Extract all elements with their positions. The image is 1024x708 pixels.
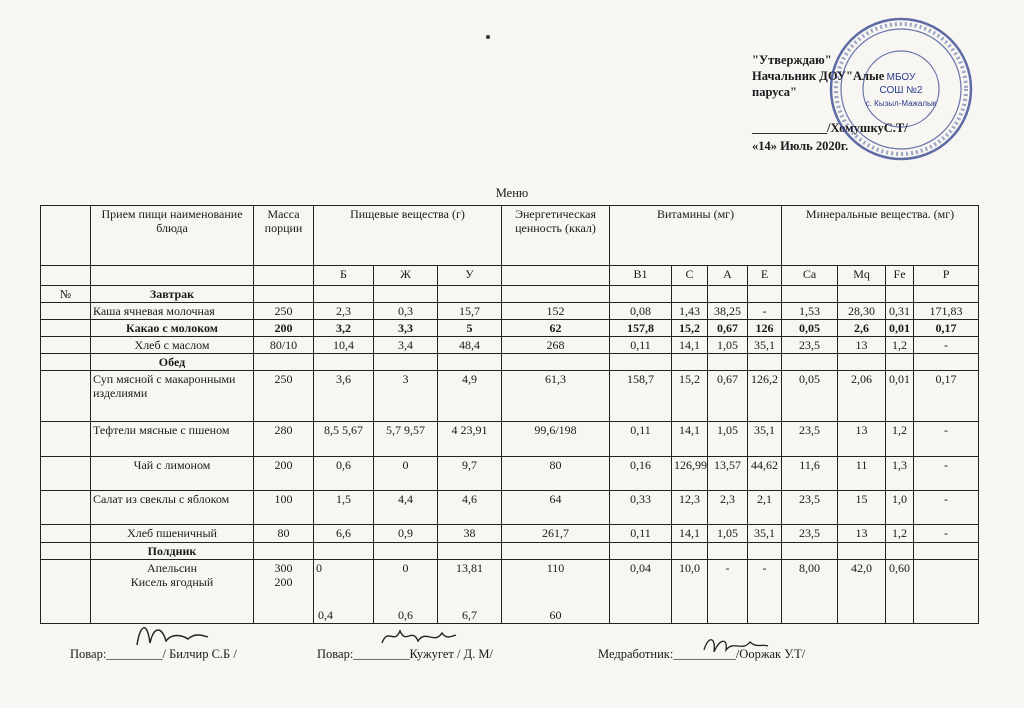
cell: 0,16 (610, 457, 672, 491)
cell: 0,67 (708, 320, 748, 337)
cell: 3,2 (314, 320, 374, 337)
cell: 11,6 (782, 457, 838, 491)
cell: 13 (838, 422, 886, 457)
cell: 14,1 (672, 525, 708, 543)
sub-a: A (708, 266, 748, 286)
cell: 0,05 (782, 320, 838, 337)
dish-name: Салат из свеклы с яблоком (91, 491, 254, 525)
row-number (41, 337, 91, 354)
sub-fe: Fe (886, 266, 914, 286)
cell: 1,2 (886, 525, 914, 543)
cell: 2,06 (838, 371, 886, 422)
cell: 0,17 (914, 371, 979, 422)
cell: 250 (254, 371, 314, 422)
cell: 0,4 (318, 608, 333, 622)
table-row (41, 457, 979, 491)
cell: 13 (838, 337, 886, 354)
header-minerals: Минеральные вещества. (мг) (782, 206, 979, 266)
cell: Кисель ягодный (130, 575, 214, 589)
cell: 3,6 (314, 371, 374, 422)
row-number (41, 422, 91, 457)
snack-dishes (91, 560, 254, 624)
scan-dot (486, 35, 490, 39)
cell: 2,3 (314, 303, 374, 320)
cell: 4 23,91 (438, 422, 502, 457)
cell: 0,08 (610, 303, 672, 320)
cell: 0 (374, 457, 438, 491)
section-lunch: Обед (91, 354, 254, 371)
handwritten-signature (378, 615, 458, 655)
cell: 100 (254, 491, 314, 525)
approval-sign: ____________/ХомушкуС.Т/ (752, 121, 908, 135)
cell: 0,33 (610, 491, 672, 525)
cell: 15,2 (672, 371, 708, 422)
cell: 126 (748, 320, 782, 337)
cell: 0 (316, 561, 322, 575)
sub-p: P (914, 266, 979, 286)
cell: 48,4 (438, 337, 502, 354)
cell: 158,7 (610, 371, 672, 422)
cell: 1,05 (708, 525, 748, 543)
row-number (41, 457, 91, 491)
dish-name: Чай с лимоном (91, 457, 254, 491)
handwritten-signature (132, 615, 212, 655)
cell: 200 (254, 320, 314, 337)
header-meal: Прием пищи наименование блюда (91, 206, 254, 266)
handwritten-signature (700, 630, 770, 660)
cell: - (708, 560, 748, 624)
cell: 42,0 (838, 560, 886, 624)
cell: 1,53 (782, 303, 838, 320)
cell: 15,7 (438, 303, 502, 320)
cell: 64 (502, 491, 610, 525)
cell: 38 (438, 525, 502, 543)
cell: 62 (502, 320, 610, 337)
cell: 44,62 (748, 457, 782, 491)
stamp-text-3: с. Кызыл-Мажалык (865, 99, 937, 108)
header-vitamins: Витамины (мг) (610, 206, 782, 266)
cell: 12,3 (672, 491, 708, 525)
section-row (41, 354, 979, 371)
cell: 1,05 (708, 337, 748, 354)
cell: 23,5 (782, 491, 838, 525)
cell: 60 (549, 608, 562, 622)
cell: 200 (274, 575, 293, 589)
cell: 3,4 (374, 337, 438, 354)
sub-b1: B1 (610, 266, 672, 286)
cell: 1,05 (708, 422, 748, 457)
cell: 35,1 (748, 422, 782, 457)
cell: 0,67 (708, 371, 748, 422)
dish-name: Тефтели мясные с пшеном (91, 422, 254, 457)
cell: 28,30 (838, 303, 886, 320)
section-breakfast: Завтрак (91, 286, 254, 303)
stamp-text-1: МБОУ (886, 72, 916, 83)
cook2-signature: Повар:_________Кужугет / Д. М/ (317, 647, 493, 661)
cell: 1,2 (886, 337, 914, 354)
row-number (41, 371, 91, 422)
cell: 14,1 (672, 337, 708, 354)
table-row (41, 422, 979, 457)
cell: 80 (254, 525, 314, 543)
cell: - (914, 525, 979, 543)
cell: 157,8 (610, 320, 672, 337)
table-row (41, 525, 979, 543)
cell: 0,01 (886, 371, 914, 422)
cell: 8,5 5,67 (314, 422, 374, 457)
cell: 0,11 (610, 422, 672, 457)
cell: 61,3 (502, 371, 610, 422)
sub-u: У (438, 266, 502, 286)
cell: 126,99 (672, 457, 708, 491)
cell: 15,2 (672, 320, 708, 337)
cell: 8,00 (782, 560, 838, 624)
cell: 152 (502, 303, 610, 320)
cell: 0,17 (914, 320, 979, 337)
cell: 0,05 (782, 371, 838, 422)
approval-line2: Начальник ДОУ"Алые (752, 69, 885, 83)
dish-name: Хлеб с маслом (91, 337, 254, 354)
cell: 280 (254, 422, 314, 457)
cell: 23,5 (782, 525, 838, 543)
cell: 13 (838, 525, 886, 543)
header-nutrients: Пищевые вещества (г) (314, 206, 502, 266)
cell: 3 (374, 371, 438, 422)
table-row (41, 303, 979, 320)
section-row (41, 286, 979, 303)
cell: 0,6 (314, 457, 374, 491)
sub-zh: Ж (374, 266, 438, 286)
cell: 0,01 (886, 320, 914, 337)
cell: - (914, 337, 979, 354)
sub-c: C (672, 266, 708, 286)
cell: 80/10 (254, 337, 314, 354)
cell: 13,57 (708, 457, 748, 491)
cell: 15 (838, 491, 886, 525)
section-row (41, 543, 979, 560)
cell: 0,9 (374, 525, 438, 543)
cell: Апельсин (146, 561, 198, 575)
table-subheader-row (41, 266, 979, 286)
approval-date: «14» Июль 2020г. (752, 139, 849, 153)
table-header-row (41, 206, 979, 266)
cell: - (914, 422, 979, 457)
cell: 200 (254, 457, 314, 491)
cell: 171,83 (914, 303, 979, 320)
cell: 9,7 (438, 457, 502, 491)
cell: 110 (546, 561, 565, 575)
table-row (41, 491, 979, 525)
snack-mass (254, 560, 314, 624)
approval-line3: паруса" (752, 85, 797, 99)
cell: 250 (254, 303, 314, 320)
cell: 11 (838, 457, 886, 491)
table-row (41, 371, 979, 422)
cell: 0,60 (886, 560, 914, 624)
dish-name: Хлеб пшеничный (91, 525, 254, 543)
cell: 0,3 (374, 303, 438, 320)
snack-b (314, 560, 374, 624)
cell: 13,81 (456, 561, 483, 575)
header-energy: Энергетическая ценность (ккал) (502, 206, 610, 266)
header-mass: Масса порции (254, 206, 314, 266)
stamp-text-2: СОШ №2 (879, 85, 923, 96)
cell: 268 (502, 337, 610, 354)
snack-zh (374, 560, 438, 624)
cell: 23,5 (782, 337, 838, 354)
dish-name: Какао с молоком (91, 320, 254, 337)
cell: 1,43 (672, 303, 708, 320)
snack-energy (502, 560, 610, 624)
cell: 4,6 (438, 491, 502, 525)
cell: 23,5 (782, 422, 838, 457)
table-row-snack (41, 560, 979, 624)
row-number (41, 491, 91, 525)
cell: 6,6 (314, 525, 374, 543)
cell: 0 (402, 561, 409, 575)
cell: 1,5 (314, 491, 374, 525)
row-number (41, 525, 91, 543)
menu-table (40, 205, 979, 624)
cell: 14,1 (672, 422, 708, 457)
approval-line1: "Утверждаю" (752, 53, 832, 67)
row-number (41, 320, 91, 337)
cell: 0,04 (610, 560, 672, 624)
cell: 10,4 (314, 337, 374, 354)
cell: 35,1 (748, 337, 782, 354)
cell: - (748, 560, 782, 624)
cell: 80 (502, 457, 610, 491)
cell: 126,2 (748, 371, 782, 422)
cell: 0,31 (886, 303, 914, 320)
cell: - (748, 303, 782, 320)
num-header: № (41, 286, 91, 303)
row-number (41, 303, 91, 320)
sub-mq: Mq (838, 266, 886, 286)
cell: 1,0 (886, 491, 914, 525)
cook1-signature: Повар:_________/ Билчир С.Б / (70, 647, 237, 661)
page-title: Меню (495, 186, 529, 200)
cell: 10,0 (672, 560, 708, 624)
cell: 35,1 (748, 525, 782, 543)
table-row (41, 320, 979, 337)
cell: 1,2 (886, 422, 914, 457)
cell: 38,25 (708, 303, 748, 320)
cell: 300 (274, 561, 293, 575)
snack-u (438, 560, 502, 624)
cell: 2,6 (838, 320, 886, 337)
cell: 0,11 (610, 337, 672, 354)
sub-e: E (748, 266, 782, 286)
cell: - (914, 457, 979, 491)
section-snack: Полдник (91, 543, 254, 560)
dish-name: Каша ячневая молочная (91, 303, 254, 320)
cell: - (914, 491, 979, 525)
cell: 4,9 (438, 371, 502, 422)
official-stamp (826, 14, 976, 164)
dish-name: Суп мясной с макаронными изделиями (91, 371, 254, 422)
cell: 2,3 (708, 491, 748, 525)
cell: 261,7 (502, 525, 610, 543)
table-row (41, 337, 979, 354)
cell: 5 (438, 320, 502, 337)
cell: 3,3 (374, 320, 438, 337)
cell: 4,4 (374, 491, 438, 525)
cell: 2,1 (748, 491, 782, 525)
cell: 0,11 (610, 525, 672, 543)
cell (914, 560, 979, 624)
sub-b: Б (314, 266, 374, 286)
cell: 6,7 (462, 608, 477, 622)
cell: 99,6/198 (502, 422, 610, 457)
cell: 5,7 9,57 (374, 422, 438, 457)
cell: 1,3 (886, 457, 914, 491)
medic-signature: Медработник:__________/Ооржак У.Т/ (598, 647, 806, 661)
sub-ca: Ca (782, 266, 838, 286)
cell: 0,6 (398, 608, 413, 622)
